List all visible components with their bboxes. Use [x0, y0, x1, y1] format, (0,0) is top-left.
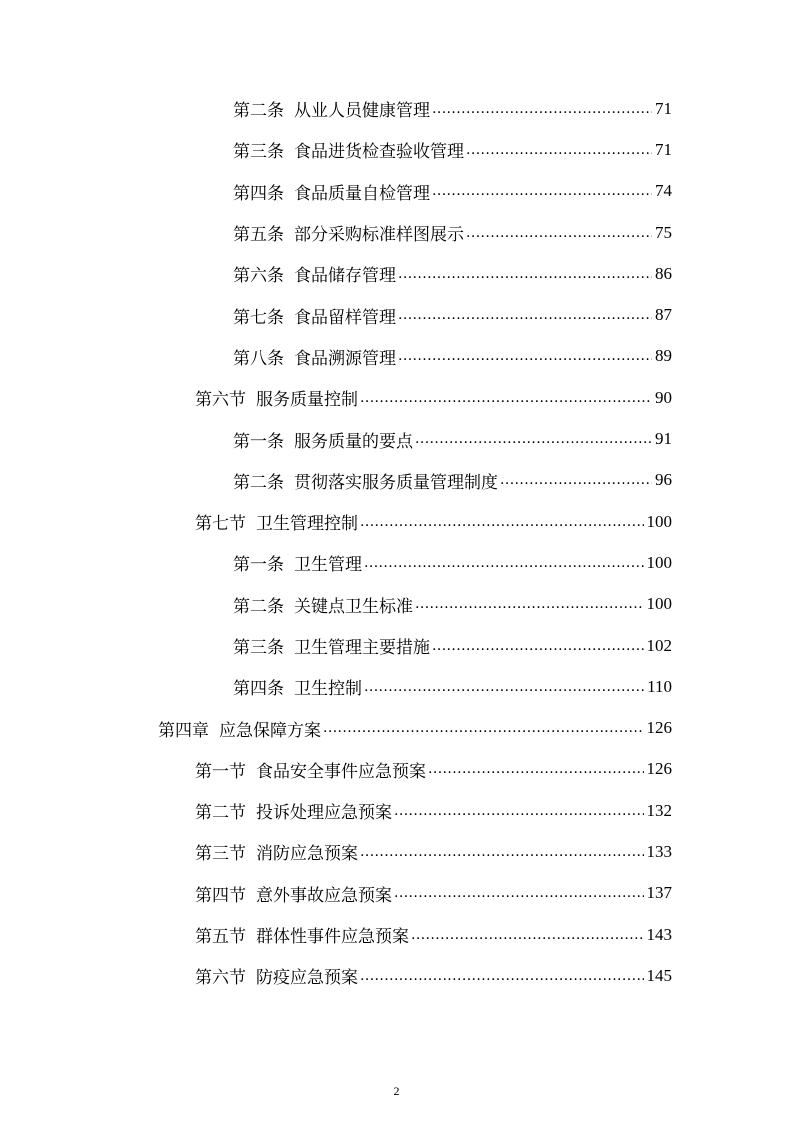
toc-entry[interactable] [0, 377, 793, 418]
toc-entry-title: 食品留样管理 [294, 307, 396, 328]
toc-entry-number: 第六节 [195, 390, 246, 411]
toc-entry[interactable] [0, 253, 793, 294]
toc-entry-page: 126 [646, 718, 672, 738]
dot-leader [394, 801, 644, 821]
toc-entry[interactable] [0, 790, 793, 831]
toc-entry-number: 第六节 [195, 968, 246, 989]
toc-entry-page: 100 [646, 511, 672, 531]
toc-entry[interactable] [0, 707, 793, 748]
toc-entry-title: 卫生管理 [294, 555, 362, 576]
toc-entry[interactable] [0, 666, 793, 707]
toc-entry[interactable] [0, 171, 793, 212]
toc-entry[interactable] [0, 542, 793, 583]
toc-entry-page: 100 [646, 594, 672, 614]
toc-entry-title: 食品储存管理 [294, 266, 396, 287]
toc-entry-number: 第八条 [233, 348, 284, 369]
dot-leader [432, 99, 652, 119]
dot-leader [432, 636, 644, 656]
toc-entry[interactable] [0, 88, 793, 129]
toc-entry-page: 91 [655, 429, 672, 449]
toc-entry-title: 部分采购标准样图展示 [294, 225, 464, 246]
toc-entry-page: 71 [655, 98, 672, 118]
toc-entry-page: 102 [646, 635, 672, 655]
dot-leader [364, 553, 644, 573]
toc-entry[interactable] [0, 336, 793, 377]
dot-leader [500, 470, 652, 490]
dot-leader [323, 718, 644, 738]
toc-entry-title: 服务质量控制 [256, 390, 358, 411]
toc-entry-page: 100 [646, 552, 672, 572]
toc-entry[interactable] [0, 625, 793, 666]
toc-entry-number: 第二节 [195, 803, 246, 824]
toc-entry-title: 服务质量的要点 [294, 431, 413, 452]
toc-entry-page: 74 [655, 181, 672, 201]
toc-entry[interactable] [0, 501, 793, 542]
dot-leader [360, 842, 644, 862]
toc-entry-page: 143 [646, 924, 672, 944]
toc-entry-page: 110 [647, 676, 672, 696]
toc-entry-title: 投诉处理应急预案 [256, 803, 392, 824]
toc-entry-title: 群体性事件应急预案 [256, 927, 409, 948]
toc-entry-title: 食品安全事件应急预案 [256, 761, 426, 782]
toc-entry-title: 食品进货检查验收管理 [294, 142, 464, 163]
toc-entry-title: 应急保障方案 [219, 720, 321, 741]
toc-entry-number: 第七条 [233, 307, 284, 328]
toc-entry[interactable] [0, 831, 793, 872]
dot-leader [364, 677, 644, 697]
toc-entry-number: 第三条 [233, 638, 284, 658]
toc-entry-title: 意外事故应急预案 [256, 885, 392, 906]
toc-entry-page: 71 [655, 139, 672, 159]
toc-entry[interactable] [0, 212, 793, 253]
toc-entry-page: 133 [646, 841, 672, 861]
toc-entry-title: 食品溯源管理 [294, 348, 396, 369]
dot-leader [411, 925, 644, 945]
toc-entry-number: 第一条 [233, 555, 284, 576]
toc-entry-number: 第四章 [158, 720, 209, 741]
table-of-contents [0, 88, 793, 997]
toc-entry-page: 126 [646, 759, 672, 779]
toc-entry-number: 第七节 [195, 514, 246, 535]
dot-leader [415, 429, 652, 449]
toc-entry-title: 从业人员健康管理 [294, 101, 430, 122]
dot-leader [360, 388, 652, 408]
toc-entry-title: 防疫应急预案 [256, 968, 358, 989]
dot-leader [398, 305, 652, 325]
toc-entry[interactable] [0, 294, 793, 335]
toc-entry-number: 第四节 [195, 885, 246, 906]
dot-leader [360, 966, 644, 986]
dot-leader [360, 512, 644, 532]
toc-entry-title: 消防应急预案 [256, 844, 358, 865]
toc-entry-number: 第二条 [233, 101, 284, 122]
toc-entry[interactable] [0, 460, 793, 501]
toc-entry[interactable] [0, 955, 793, 996]
toc-entry-number: 第一条 [233, 431, 284, 452]
toc-entry-number: 第四条 [233, 679, 284, 700]
toc-entry-number: 第五条 [233, 225, 284, 246]
toc-entry-number: 第一节 [195, 761, 246, 782]
dot-leader [466, 140, 652, 160]
toc-entry[interactable] [0, 873, 793, 914]
toc-entry-number: 第五节 [195, 927, 246, 948]
toc-entry-page: 89 [655, 346, 672, 366]
page-number: 2 [393, 1084, 400, 1098]
toc-entry-number: 第三节 [195, 844, 246, 865]
toc-entry[interactable] [0, 749, 793, 790]
toc-entry-page: 145 [646, 965, 672, 985]
dot-leader [398, 346, 652, 366]
toc-entry-title: 卫生控制 [294, 679, 362, 700]
dot-leader [398, 264, 652, 284]
toc-entry-number: 第四条 [233, 183, 284, 204]
toc-entry-number: 第六条 [233, 266, 284, 287]
dot-leader [466, 223, 652, 243]
toc-entry-title: 贯彻落实服务质量管理制度 [294, 472, 498, 493]
toc-entry-number: 第三条 [233, 142, 284, 163]
dot-leader [415, 594, 644, 614]
toc-entry-page: 87 [655, 305, 672, 325]
toc-entry-page: 75 [655, 222, 672, 242]
dot-leader [394, 883, 644, 903]
toc-entry-title: 食品质量自检管理 [294, 183, 430, 204]
toc-entry[interactable] [0, 914, 793, 955]
toc-entry-page: 96 [655, 470, 672, 490]
toc-entry-page: 132 [646, 800, 672, 820]
toc-entry-title: 卫生管理主要措施 [294, 638, 430, 658]
toc-entry[interactable] [0, 584, 793, 625]
toc-entry-number: 第二条 [233, 472, 284, 493]
toc-entry-title: 卫生管理控制 [256, 514, 358, 535]
toc-entry[interactable] [0, 418, 793, 459]
toc-entry-page: 137 [646, 883, 672, 903]
toc-entry-page: 90 [655, 387, 672, 407]
toc-entry-page: 86 [655, 263, 672, 283]
toc-entry-number: 第二条 [233, 596, 284, 617]
toc-entry-title: 关键点卫生标准 [294, 596, 413, 617]
dot-leader [428, 759, 644, 779]
dot-leader [432, 181, 652, 201]
toc-entry[interactable] [0, 129, 793, 170]
